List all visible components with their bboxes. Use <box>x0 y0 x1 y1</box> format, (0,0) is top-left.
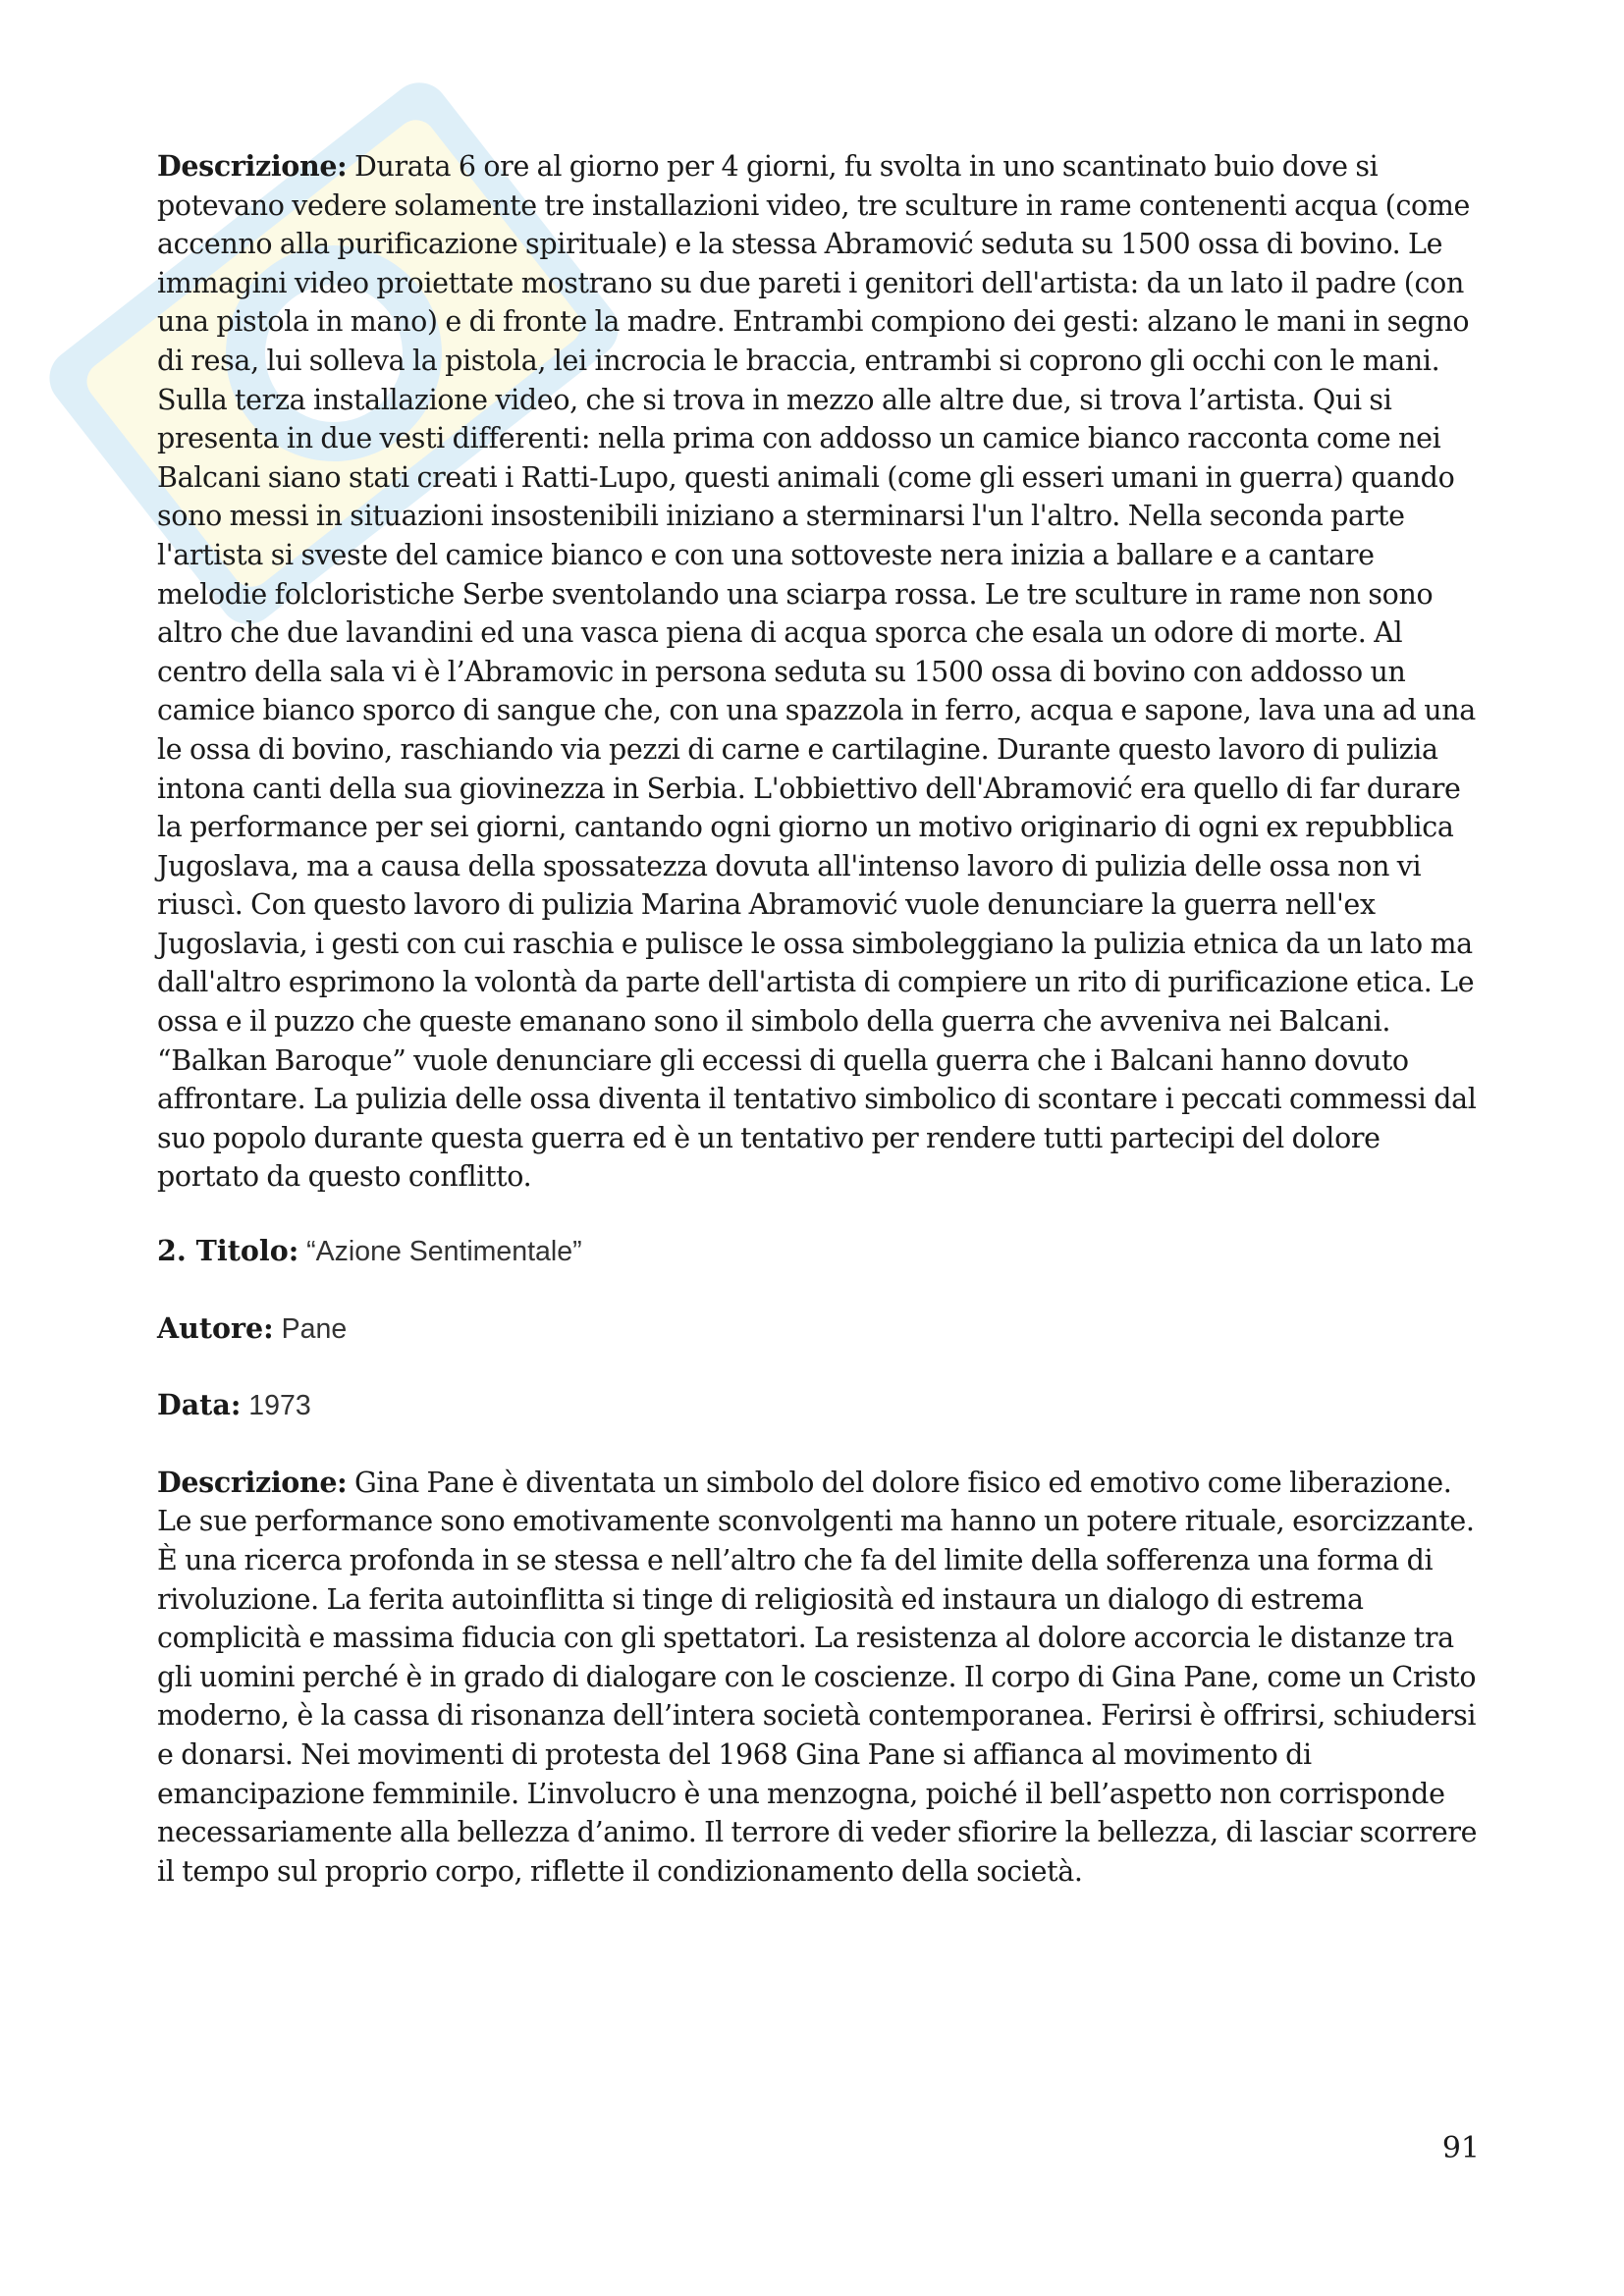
document-page <box>157 147 1488 1891</box>
section2-title <box>157 1232 1488 1272</box>
page-number: 91 <box>1441 2131 1480 2165</box>
section1-description-label: Descrizione: <box>157 149 348 183</box>
section2-date-value: 1973 <box>241 1390 311 1422</box>
section2-date-label: Data: <box>157 1388 242 1422</box>
section2-title-value: “Azione Sentimentale” <box>298 1236 582 1268</box>
section2-author <box>157 1309 1488 1350</box>
section2-author-value: Pane <box>273 1312 348 1345</box>
section2-description <box>157 1464 1488 1892</box>
section1-description <box>157 147 1488 1197</box>
section1-description-text: Durata 6 ore al giorno per 4 giorni, fu svolta in uno scantinato buio dove si potevano vedere solamente tre installazioni video, tre sculture in rame contenenti acqua (come accenno alla purificazione spirituale) e la stessa Abramović seduta su 1500 ossa di bovino. Le immagini video proiettate mostrano su due pareti i genitori dell'artista: da un lato il padre (con una pistola in mano) e di fronte la madre. Entrambi compiono dei gesti: alzano le mani in segno di resa, lui solleva la pistola, lei incrocia le braccia, entrambi si coprono gli occhi con le mani. Sulla terza installazione video, che si trova in mezzo alle altre due, si trova l’artista. Qui si presenta in due vesti differenti: nella prima con addosso un camice bianco racconta come nei Balcani siano stati creati i Ratti-Lupo, questi animali (come gli esseri umani in guerra) quando sono messi in situazioni insostenibili iniziano a sterminarsi l'un l'altro. Nella seconda parte l'artista si sveste del camice bianco e con una sottoveste nera inizia a ballare e a cantare melodie folcloristiche Serbe sventolando una sciarpa rossa. Le tre sculture in rame non sono altro che due lavandini ed una vasca piena di acqua sporca che esala un odore di morte. Al centro della sala vi è l’Abramovic in persona seduta su 1500 ossa di bovino con addosso un camice bianco sporco di sangue che, con una spazzola in ferro, acqua e sapone, lava una ad una le ossa di bovino, raschiando via pezzi di carne e cartilagine. Durante questo lavoro di pulizia intona canti della sua giovinezza in Serbia. L'obbiettivo dell'Abramović era quello di far durare la performance per sei giorni, cantando ogni giorno un motivo originario di ogni ex repubblica Jugoslava, ma a causa della spossatezza dovuta all'intenso lavoro di pulizia delle ossa non vi riuscì. Con questo lavoro di pulizia Marina Abramović vuole denunciare la guerra nell'ex Jugoslavia, i gesti con cui raschia e pulisce le ossa simboleggiano la pulizia etnica da un lato ma dall'altro esprimono la volontà da parte dell'artista di compiere un rito di purificazione etica. Le ossa e il puzzo che queste emanano sono il simbolo della guerra che avveniva nei Balcani. “Balkan Baroque” vuole denunciare gli eccessi di quella guerra che i Balcani hanno dovuto affrontare. La pulizia delle ossa diventa il tentativo simbolico di scontare i peccati commessi dal suo popolo durante questa guerra ed è un tentativo per rendere tutti partecipi del dolore portato da questo conflitto. <box>157 150 1477 1194</box>
section2-date <box>157 1386 1488 1426</box>
section2-description-label: Descrizione: <box>157 1465 348 1499</box>
section2-description-text: Gina Pane è diventata un simbolo del dolore fisico ed emotivo come liberazione. Le sue performance sono emotivamente sconvolgenti ma hanno un potere rituale, esorcizzante. È una ricerca profonda in se stessa e nell’altro che fa del limite della sofferenza una forma di rivoluzione. La ferita autoinflitta si tinge di religiosità ed instaura un dialogo di estrema complicità e massima fiducia con gli spettatori. La resistenza al dolore accorcia le distanze tra gli uomini perché è in grado di dialogare con le coscienze. Il corpo di Gina Pane, come un Cristo moderno, è la cassa di risonanza dell’intera società contemporanea. Ferirsi è offrirsi, schiudersi e donarsi. Nei movimenti di protesta del 1968 Gina Pane si affianca al movimento di emancipazione femminile. L’involucro è una menzogna, poiché il bell’aspetto non corrisponde necessariamente alla bellezza d’animo. Il terrore di veder sfiorire la bellezza, di lasciar scorrere il tempo sul proprio corpo, riflette il condizionamento della società. <box>157 1466 1478 1888</box>
section2-title-label: 2. Titolo: <box>157 1234 299 1268</box>
section2-author-label: Autore: <box>157 1310 274 1345</box>
